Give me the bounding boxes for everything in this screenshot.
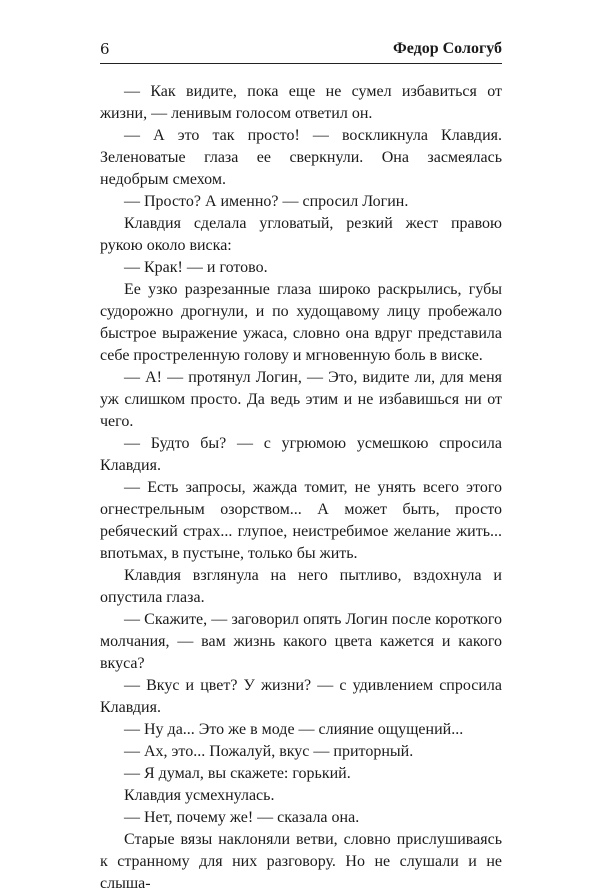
paragraph: — Нет, почему же! — сказала она. (124, 809, 360, 826)
body-text (100, 81, 502, 895)
paragraph: — А! — протянул Логин, — Это, видите ли, для меня уж слишком просто. Да ведь этим и не избавишься ни от чего. (100, 369, 502, 430)
paragraph: — Скажите, — заговорил опять Логин после короткого молчания, — вам жизнь какого цвета кажется и какого вкуса? (100, 611, 502, 672)
paragraph: — Просто? А именно? — спросил Логин. (124, 193, 409, 210)
paragraph: Клавдия взглянула на него пытливо, вздохнула и опустила глаза. (100, 567, 502, 606)
paragraph: — Крак! — и готово. (124, 259, 268, 276)
paragraph: Старые вязы наклоняли ветви, словно прислушиваясь к странному для них разговору. Но не слушали и не слыша- (100, 831, 502, 892)
paragraph: — Ну да... Это же в моде — слияние ощущений... (124, 721, 464, 738)
paragraph: — Есть запросы, жажда томит, не унять всего этого огнестрельным озорством... А может быть, просто ребяческий страх... глупое, неистребимое желание жить... впотьмах, в пустыне, только бы жить. (100, 479, 502, 562)
header-rule (100, 63, 502, 64)
paragraph: — Ах, это... Пожалуй, вкус — приторный. (124, 743, 414, 760)
paragraph: — Вкус и цвет? У жизни? — с удивлением спросила Клавдия. (100, 677, 502, 716)
page-number: 6 (100, 40, 110, 58)
paragraph: Клавдия сделала угловатый, резкий жест правою рукою около виска: (100, 215, 502, 254)
paragraph: Ее узко разрезанные глаза широко раскрылись, губы судорожно дрогнули, и по худощавому лицу пробежало быстрое выражение ужаса, словно она вдруг представила себе простреленную голову и мгновенную боль в виске. (100, 281, 502, 364)
paragraph: — Будто бы? — с угрюмою усмешкою спросила Клавдия. (100, 435, 502, 474)
running-head: Федор Сологуб (393, 40, 502, 57)
paragraph: — Я думал, вы скажете: горький. (124, 765, 351, 782)
paragraph: — Как видите, пока еще не сумел избавиться от жизни, — ленивым голосом ответил он. (100, 83, 502, 122)
paragraph: — А это так просто! — воскликнула Клавдия. Зеленоватые глаза ее сверкнули. Она засмеялась недобрым смехом. (100, 127, 502, 188)
paragraph: Клавдия усмехнулась. (124, 787, 275, 804)
